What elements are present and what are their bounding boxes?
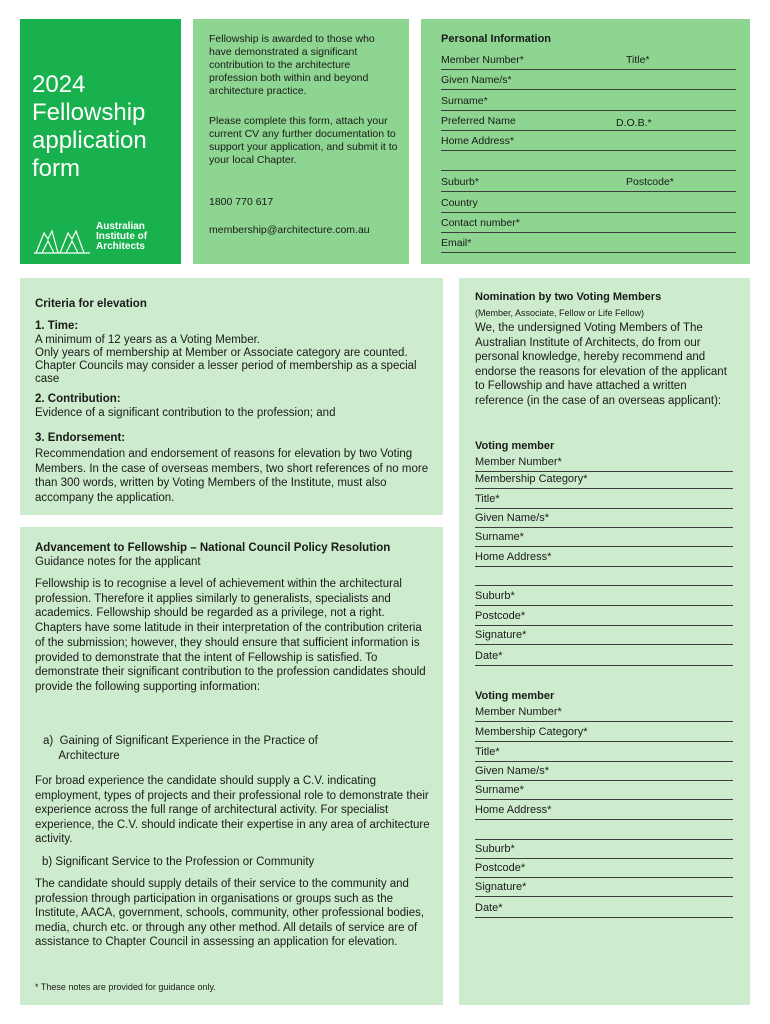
voter1-field-3[interactable] — [475, 510, 733, 528]
criteria-title: Criteria for elevation — [35, 298, 147, 310]
criteria-panel — [20, 278, 443, 515]
voter2-field-label: Membership Category* — [475, 726, 588, 738]
info-instructions: Please complete this form, attach your current CV any further documentation to support your application, and submit it to your local Chapter. — [209, 115, 398, 166]
voter1-field-label: Membership Category* — [475, 473, 588, 485]
voter1-field-label: Signature* — [475, 629, 527, 641]
logo-line-3: Architects — [96, 241, 145, 252]
contact-label: Contact number* — [441, 217, 520, 229]
voter2-field-label: Date* — [475, 902, 503, 914]
logo-wordmark — [96, 222, 147, 252]
postcode-label: Postcode* — [626, 176, 674, 188]
given-names-field[interactable] — [441, 71, 736, 90]
voter2-field-10[interactable] — [475, 900, 733, 918]
voter1-field-1[interactable] — [475, 471, 733, 489]
title-line-2: Fellowship — [32, 99, 146, 126]
title-panel — [20, 19, 181, 264]
voter1-field-label: Date* — [475, 650, 503, 662]
voter2-field-3[interactable] — [475, 763, 733, 781]
voter1-field-6[interactable] — [475, 568, 733, 586]
preferred-name-label: Preferred Name — [441, 115, 516, 127]
voter1-field-label: Title* — [475, 493, 500, 505]
voter1-field-10[interactable] — [475, 648, 733, 666]
advancement-title: Advancement to Fellowship – National Council Policy Resolution — [35, 542, 391, 554]
nomination-title: Nomination by two Voting Members — [475, 291, 662, 303]
title-line-3: application — [32, 127, 147, 154]
suburb-field[interactable] — [441, 172, 736, 192]
country-label: Country — [441, 197, 478, 209]
surname-label: Surname* — [441, 95, 488, 107]
advancement-subtitle: Guidance notes for the applicant — [35, 556, 201, 568]
given-names-label: Given Name/s* — [441, 74, 512, 86]
voter1-field-8[interactable] — [475, 608, 733, 626]
voter1-field-5[interactable] — [475, 549, 733, 567]
info-panel — [193, 19, 409, 264]
suburb-label: Suburb* — [441, 176, 479, 188]
advancement-panel — [20, 527, 443, 1005]
country-field[interactable] — [441, 193, 736, 213]
criteria-time-text: A minimum of 12 years as a Voting Member. Only years of membership at Member or Associate category are counted. Chapter Councils may consider a lesser period of membership as a special case — [35, 334, 417, 385]
criteria-endorsement-heading: 3. Endorsement: — [35, 432, 126, 444]
criteria-endorsement-text: Recommendation and endorsement of reasons for elevation by two Voting Members. In the case of overseas members, two short references of no more than 300 words, written by Voting Members of the Institute, must also accompany the application. — [35, 448, 429, 504]
voter2-field-label: Suburb* — [475, 843, 515, 855]
voter2-field-7[interactable] — [475, 841, 733, 859]
home-address-label: Home Address* — [441, 135, 514, 147]
voter2-field-0[interactable] — [475, 704, 733, 722]
voter2-field-5[interactable] — [475, 802, 733, 820]
home-address-line-2[interactable] — [441, 152, 736, 171]
voter2-field-label: Home Address* — [475, 804, 552, 816]
member-number-field[interactable] — [441, 53, 736, 70]
voter2-field-1[interactable] — [475, 724, 733, 742]
voter1-field-label: Surname* — [475, 531, 524, 543]
voter1-field-label: Postcode* — [475, 610, 526, 622]
criteria-contribution-heading: 2. Contribution: — [35, 393, 121, 405]
advancement-intro: Fellowship is to recognise a level of achievement within the architectural profession. Therefore it applies similarly to generalists, specialists and academics. Fellowship should be regarded as a privilege, not a right. Chapters have some latitude in their interpretation of the contribution criteria of the submission; however, they should ensure that sufficient information is provided to demonstrate that the intent of Fellowship is satisfied. To demonstrate their significant contribution to the profession candidates should provide the following supporting information: — [35, 578, 426, 693]
voter1-field-label: Given Name/s* — [475, 512, 549, 524]
voter2-field-label: Surname* — [475, 784, 524, 796]
personal-info-title: Personal Information — [441, 33, 552, 45]
voter2-field-6[interactable] — [475, 822, 733, 840]
personal-info-panel — [421, 19, 750, 264]
nomination-intro: We, the undersigned Voting Members of The Australian Institute of Architects, do from our personal knowledge, hereby recommend and endorse the reasons for elevation of the applicant to Fellowship and have attached a written reference (in the case of an overseas applicant): — [475, 322, 727, 407]
voter2-field-label: Given Name/s* — [475, 765, 549, 777]
dob-label: D.O.B.* — [616, 117, 652, 129]
title-line-4: form — [32, 155, 80, 182]
voter2-field-9[interactable] — [475, 879, 733, 897]
logo-line-1: Australian — [96, 221, 145, 232]
nomination-panel — [459, 278, 750, 1005]
nomination-subtitle: (Member, Associate, Fellow or Life Fellow) — [475, 308, 645, 318]
form-title — [32, 71, 147, 183]
email-field[interactable] — [441, 234, 736, 253]
criteria-contribution-text: Evidence of a significant contribution to the profession; and — [35, 407, 336, 419]
logo-line-2: Institute of — [96, 231, 148, 242]
voter2-field-label: Member Number* — [475, 706, 562, 718]
voter1-field-9[interactable] — [475, 627, 733, 645]
voting-member-1-heading: Voting member — [475, 440, 555, 452]
voting-member-2-heading: Voting member — [475, 690, 555, 702]
section-a-heading: a) Gaining of Significant Experience in the Practice of Architecture — [43, 735, 318, 762]
voter1-field-7[interactable] — [475, 588, 733, 606]
voter1-field-label: Member Number* — [475, 456, 562, 468]
voter2-field-2[interactable] — [475, 744, 733, 762]
member-number-label: Member Number* — [441, 54, 524, 66]
title-line-year: 2024 — [32, 71, 86, 98]
voter1-field-0[interactable] — [475, 454, 733, 472]
email-label: Email* — [441, 237, 472, 249]
voter2-field-label: Postcode* — [475, 862, 526, 874]
voter2-field-label: Title* — [475, 746, 500, 758]
preferred-name-field[interactable] — [441, 112, 736, 131]
voter1-field-label: Home Address* — [475, 551, 552, 563]
title-label: Title* — [626, 54, 650, 66]
section-a-text: For broad experience the candidate should supply a C.V. indicating employment, types of projects and their professional role to demonstrate their experience across the full range of architectural activity. For specialist experience, the C.V. should indicate their expertise in any area of architecture activity. — [35, 775, 430, 845]
criteria-time-heading: 1. Time: — [35, 320, 79, 332]
voter2-field-4[interactable] — [475, 782, 733, 800]
guidance-footnote: * These notes are provided for guidance only. — [35, 982, 216, 992]
info-email[interactable]: membership@architecture.com.au — [209, 224, 370, 236]
voter1-field-2[interactable] — [475, 491, 733, 509]
home-address-field[interactable] — [441, 132, 736, 151]
voter2-field-8[interactable] — [475, 860, 733, 878]
contact-field[interactable] — [441, 214, 736, 233]
section-b-text: The candidate should supply details of their service to the community and profession through participation in organisations or groups such as the Institute, AACA, government, schools, community, other professional bodies, media, church etc. or through any other method. All details of service are of assistance to Chapter Council in assessing an application for elevation. — [35, 878, 425, 948]
voter2-field-label: Signature* — [475, 881, 527, 893]
section-b-heading: b) Significant Service to the Profession or Community — [42, 856, 315, 868]
surname-field[interactable] — [441, 91, 736, 111]
info-phone[interactable]: 1800 770 617 — [209, 196, 274, 208]
voter1-field-label: Suburb* — [475, 590, 515, 602]
info-intro: Fellowship is awarded to those who have demonstrated a significant contribution to the architecture profession both within and beyond architecture practice. — [209, 33, 375, 97]
voter1-field-4[interactable] — [475, 529, 733, 547]
